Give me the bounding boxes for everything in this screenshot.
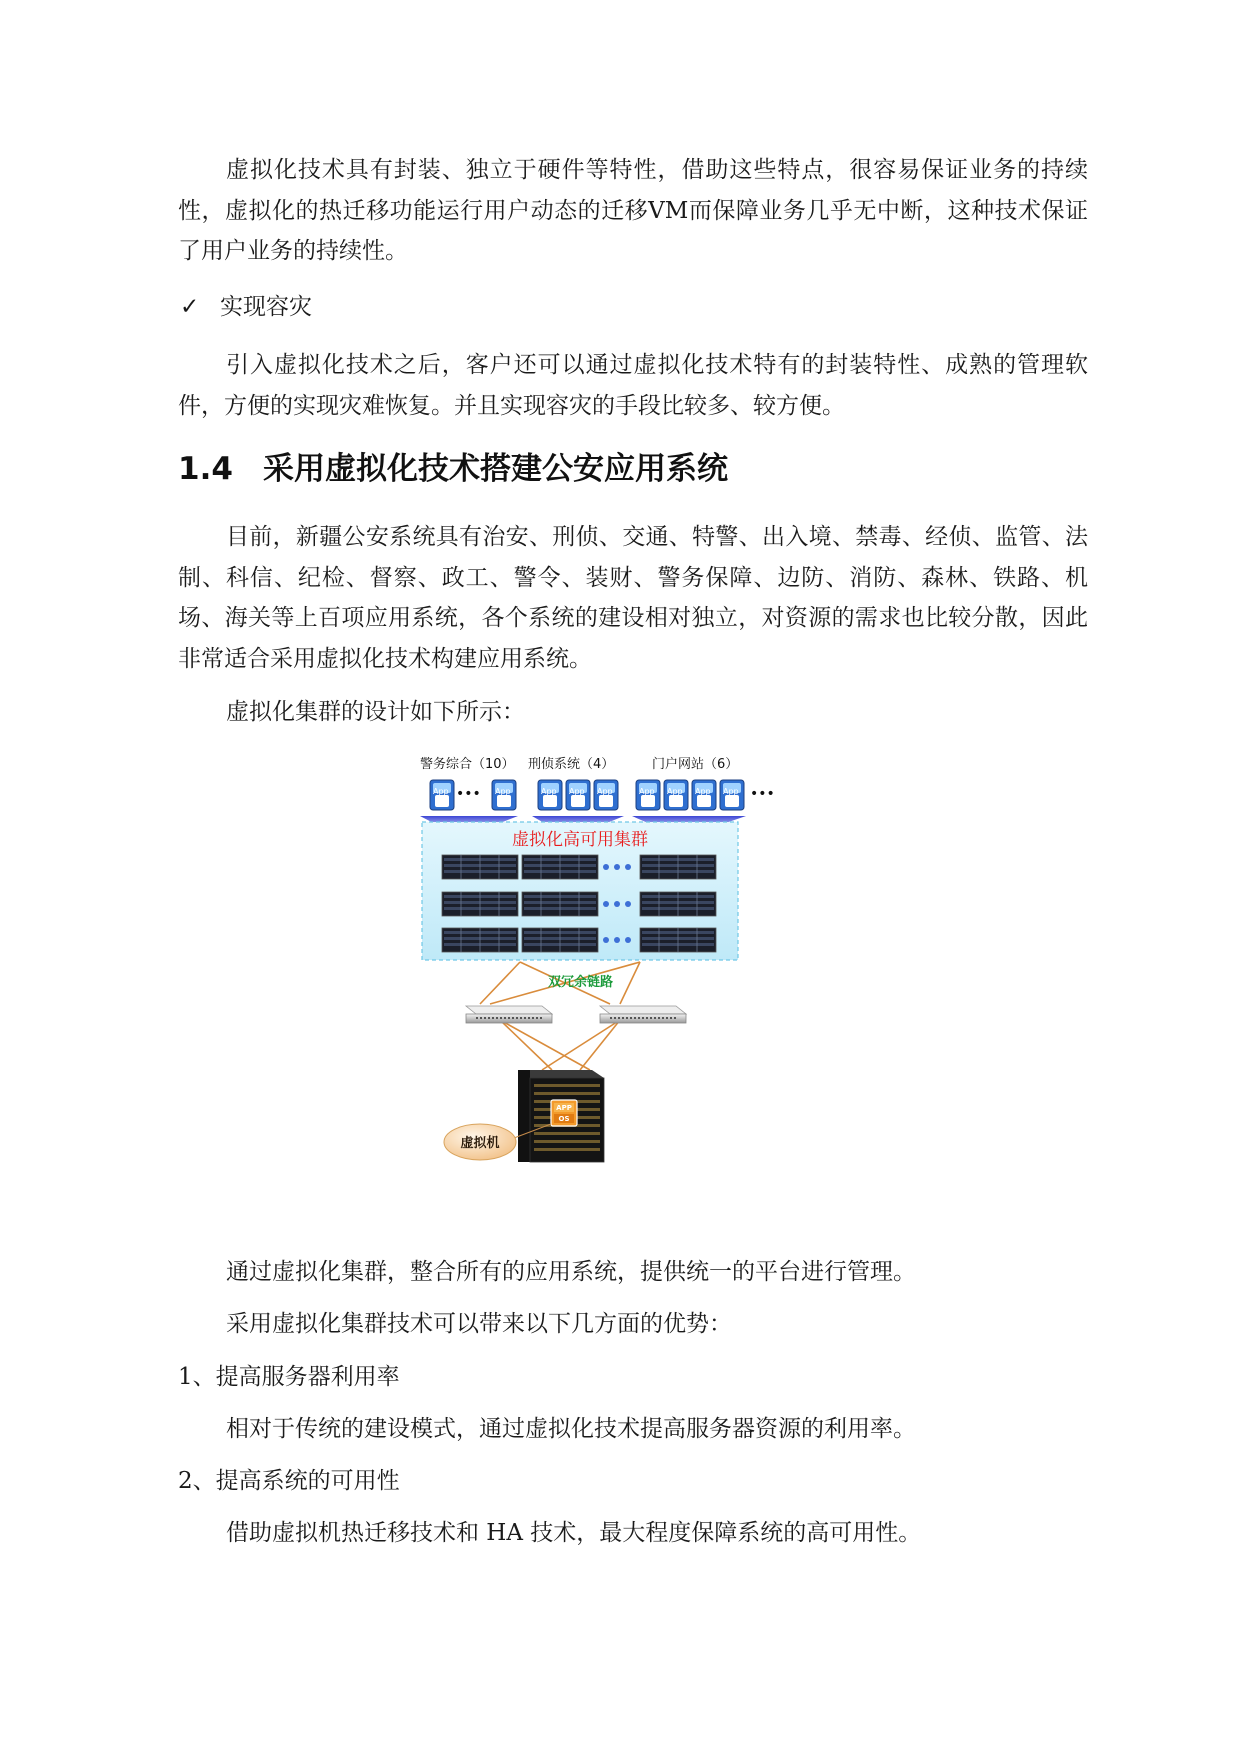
cluster-diagram [420,752,820,1234]
vm-app-label: APP [556,1104,572,1112]
app-icon-label: App [667,787,683,796]
item-2-body: 借助虚拟机热迁移技术和 HA 技术，最大程度保障系统的高可用性。 [226,1520,922,1546]
bullet-disaster-recovery [180,292,312,322]
paragraph-advantages-intro: 采用虚拟化集群技术可以带来以下几方面的优势： [226,1311,732,1337]
vm-bubble-label: 虚拟机 [460,1136,500,1151]
ellipsis-icon: ••• [750,786,775,802]
section-title: 采用虚拟化技术搭建公安应用系统 [263,451,728,487]
checkmark-icon: ✓ [180,294,200,320]
item-1-title: 1、提高服务器利用率 [178,1364,400,1390]
app-icon-label: App [597,787,613,796]
app-icon-label: App [723,787,739,796]
app-icon-label: App [569,787,585,796]
vm-os-label: OS [558,1115,570,1123]
server-row [442,892,716,916]
group-label-portal: 门户网站（6） [652,757,739,772]
paragraph-integration: 通过虚拟化集群，整合所有的应用系统，提供统一的平台进行管理。 [226,1259,916,1285]
network-switch [600,1006,686,1023]
app-icon-label: App [495,787,511,796]
network-switch [466,1006,552,1023]
section-number: 1.4 [178,451,233,487]
cluster-title: 虚拟化高可用集群 [512,830,648,850]
server-row [442,855,716,879]
group-label-police: 警务综合（10） [420,757,515,772]
item-1-body: 相对于传统的建设模式，通过虚拟化技术提高服务器资源的利用率。 [226,1416,916,1442]
paragraph-figure-intro: 虚拟化集群的设计如下所示： [226,699,525,725]
item-2-title: 2、提高系统的可用性 [178,1468,400,1494]
group-label-criminal: 刑侦系统（4） [528,757,615,772]
app-icon-label: App [695,787,711,796]
paragraph-disaster-recovery: 引入虚拟化技术之后，客户还可以通过虚拟化技术特有的封装特性、成熟的管理软件，方便的实现灾难恢复。并且实现容灾的手段比较多、较方便。 [178,352,1088,419]
app-icon-label: App [541,787,557,796]
cluster-diagram-svg [420,752,820,1234]
paragraph-continuity: 虚拟化技术具有封装、独立于硬件等特性，借助这些特点，很容易保证业务的持续性，虚拟化的热迁移功能运行用户动态的迁移VM而保障业务几乎无中断，这种技术保证了用户业务的持续性。 [178,157,1088,264]
section-heading [178,449,728,489]
ellipsis-icon: ••• [456,786,481,802]
server-row [442,928,716,952]
app-icon-label: App [639,787,655,796]
app-icon-label: App [433,787,449,796]
paragraph-police-systems: 目前，新疆公安系统具有治安、刑侦、交通、特警、出入境、禁毒、经侦、监管、法制、科信、纪检、督察、政工、警令、装财、警务保障、边防、消防、森林、铁路、机场、海关等上百项应用系统，各个系统的建设相对独立，对资源的需求也比较分散，因此非常适合采用虚拟化技术构建应用系统。 [178,524,1088,672]
bullet-label: 实现容灾 [220,294,312,320]
link-label: 双冗余链路 [548,975,614,990]
